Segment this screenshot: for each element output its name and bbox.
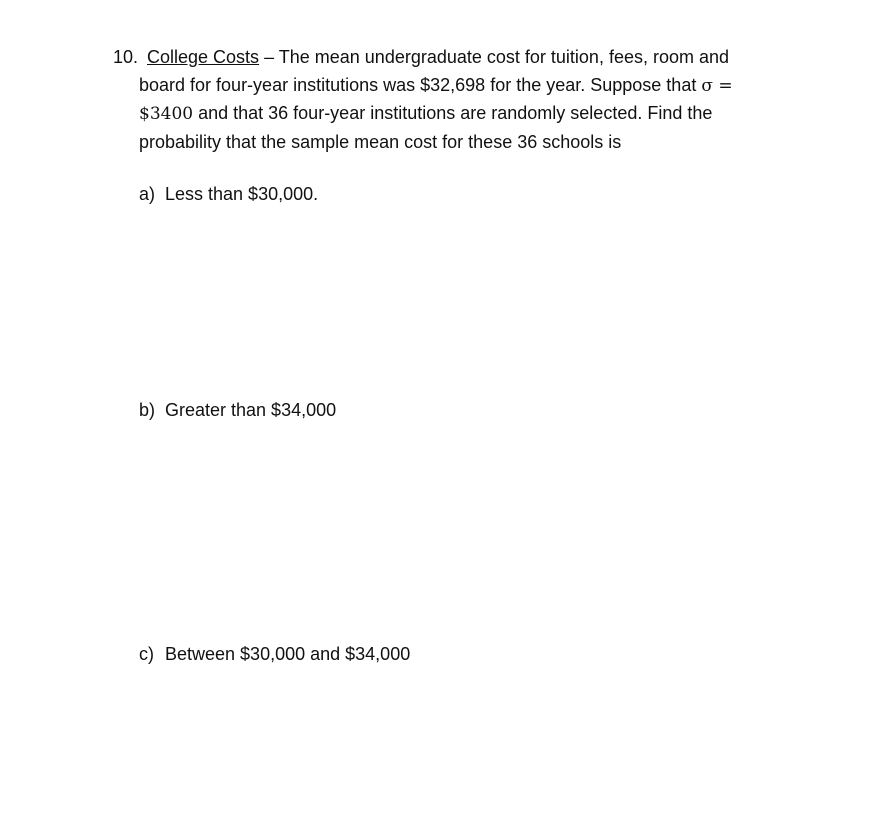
part-b <box>139 398 336 422</box>
part-c-text: Between $30,000 and $34,000 <box>165 644 411 664</box>
part-c-label: c) <box>139 644 154 664</box>
problem-statement <box>113 44 773 156</box>
part-a-text: Less than $30,000. <box>165 184 319 204</box>
problem-title: College Costs <box>147 47 260 67</box>
problem-number: 10. <box>113 47 139 67</box>
problem-text-rest: and that 36 four-year institutions are randomly selected. Find the probability that the sample mean cost for these 36 schools is <box>139 103 713 152</box>
title-dash: – <box>259 47 279 67</box>
problem-body <box>139 44 773 156</box>
sigma-expression: σ = $3400 <box>139 75 733 124</box>
part-b-label: b) <box>139 400 156 420</box>
problem-text-intro: The mean undergraduate cost for tuition, fees, room and board for four-year institutions was $32,698 for the year. Suppose that <box>139 47 730 95</box>
part-a <box>139 182 318 206</box>
part-b-text: Greater than $34,000 <box>165 400 337 420</box>
part-c <box>139 642 410 666</box>
part-a-label: a) <box>139 184 156 204</box>
